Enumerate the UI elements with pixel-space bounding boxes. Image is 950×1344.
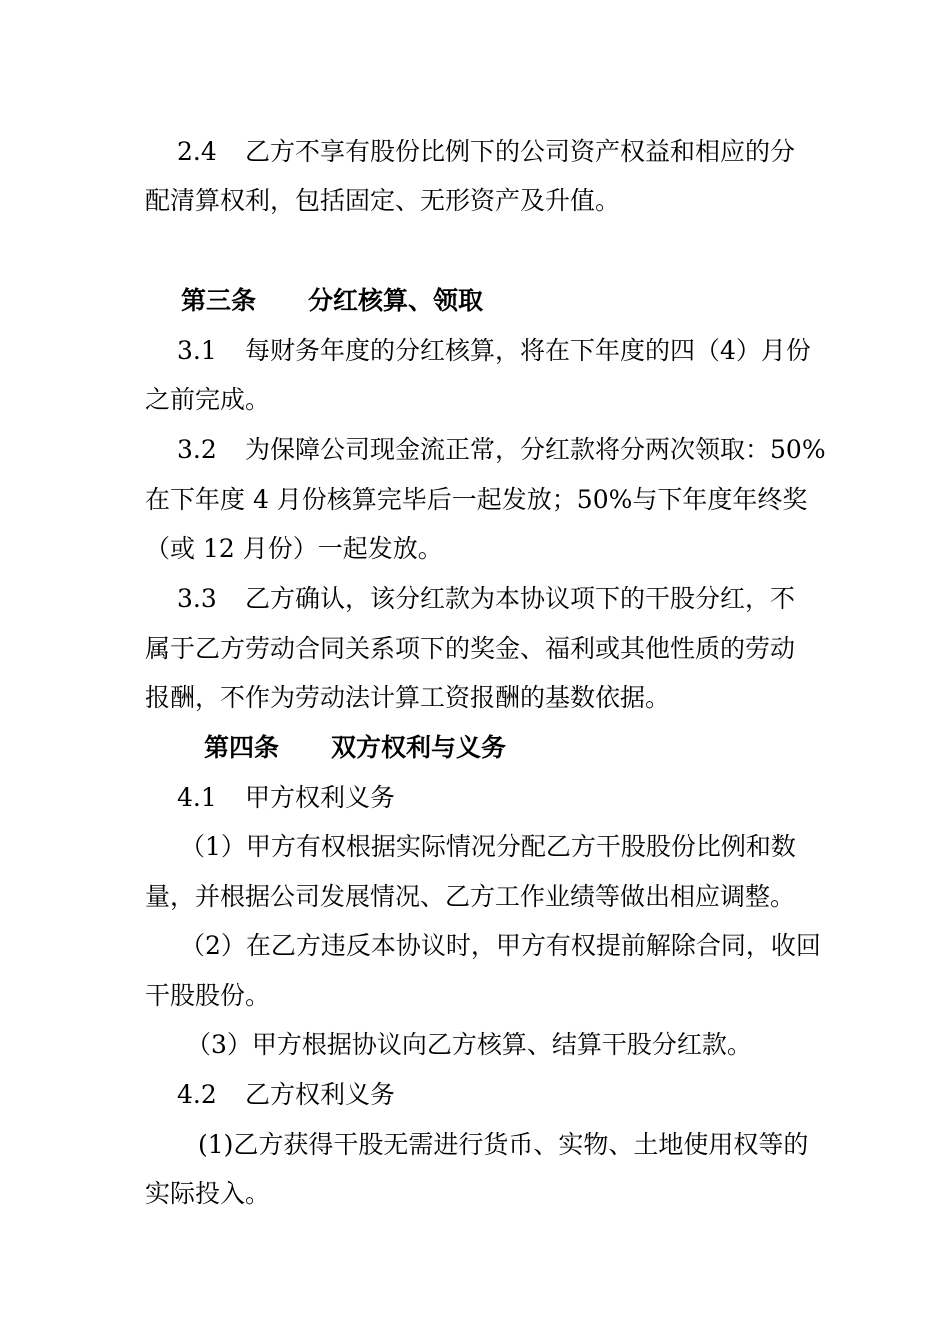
item-b1-line-1: (1)乙方获得干股无需进行货币、实物、土地使用权等的 [198, 1130, 809, 1159]
clause-number: 3.3 [177, 584, 217, 613]
clause-number: 2.4 [177, 137, 217, 166]
item-b1-line-2: 实际投入。 [145, 1179, 271, 1208]
paragraph-4-2 [177, 1080, 395, 1110]
clause-text: 乙方权利义务 [245, 1080, 396, 1109]
article-number: 第三条 [181, 286, 257, 315]
item-1-line-1: （1）甲方有权根据实际情况分配乙方干股股份比例和数 [180, 832, 796, 861]
paragraph-3-2-line-3: （或 12 月份）一起发放。 [145, 534, 443, 563]
clause-text: 每财务年度的分红核算，将在下年度的四（4）月份 [245, 336, 811, 365]
paragraph-3-3-line-1 [177, 584, 795, 614]
article-title: 双方权利与义务 [331, 733, 507, 762]
item-2-line-1: （2）在乙方违反本协议时，甲方有权提前解除合同，收回 [180, 931, 821, 960]
paragraph-3-3-line-2: 属于乙方劳动合同关系项下的奖金、福利或其他性质的劳动 [145, 634, 796, 663]
item-2-line-2: 干股股份。 [145, 981, 271, 1010]
paragraph-4-1 [177, 783, 395, 813]
paragraph-3-2-line-2: 在下年度 4 月份核算完毕后一起发放；50%与下年度年终奖 [145, 485, 808, 514]
paragraph-3-1-line-2: 之前完成。 [145, 385, 271, 414]
paragraph-2-4-line-2: 配清算权利，包括固定、无形资产及升值。 [145, 186, 621, 215]
article-3-heading [181, 286, 483, 316]
clause-text: 乙方不享有股份比例下的公司资产权益和相应的分 [245, 137, 796, 166]
clause-number: 4.1 [177, 783, 217, 812]
clause-text: 乙方确认，该分红款为本协议项下的干股分红，不 [245, 584, 796, 613]
clause-number: 3.1 [177, 336, 217, 365]
article-title: 分红核算、领取 [308, 286, 484, 315]
paragraph-3-2-line-1 [177, 435, 826, 465]
item-1-line-2: 量，并根据公司发展情况、乙方工作业绩等做出相应调整。 [145, 882, 796, 911]
article-4-heading [204, 733, 506, 763]
clause-text: 甲方权利义务 [245, 783, 396, 812]
paragraph-3-3-line-3: 报酬，不作为劳动法计算工资报酬的基数依据。 [145, 683, 671, 712]
clause-text: 为保障公司现金流正常，分红款将分两次领取：50% [245, 435, 826, 464]
clause-number: 3.2 [177, 435, 217, 464]
clause-number: 4.2 [177, 1080, 217, 1109]
paragraph-3-1-line-1 [177, 336, 811, 366]
article-number: 第四条 [204, 733, 280, 762]
item-3-line-1: （3）甲方根据协议向乙方核算、结算干股分红款。 [186, 1030, 752, 1059]
paragraph-2-4-line-1 [177, 137, 795, 167]
